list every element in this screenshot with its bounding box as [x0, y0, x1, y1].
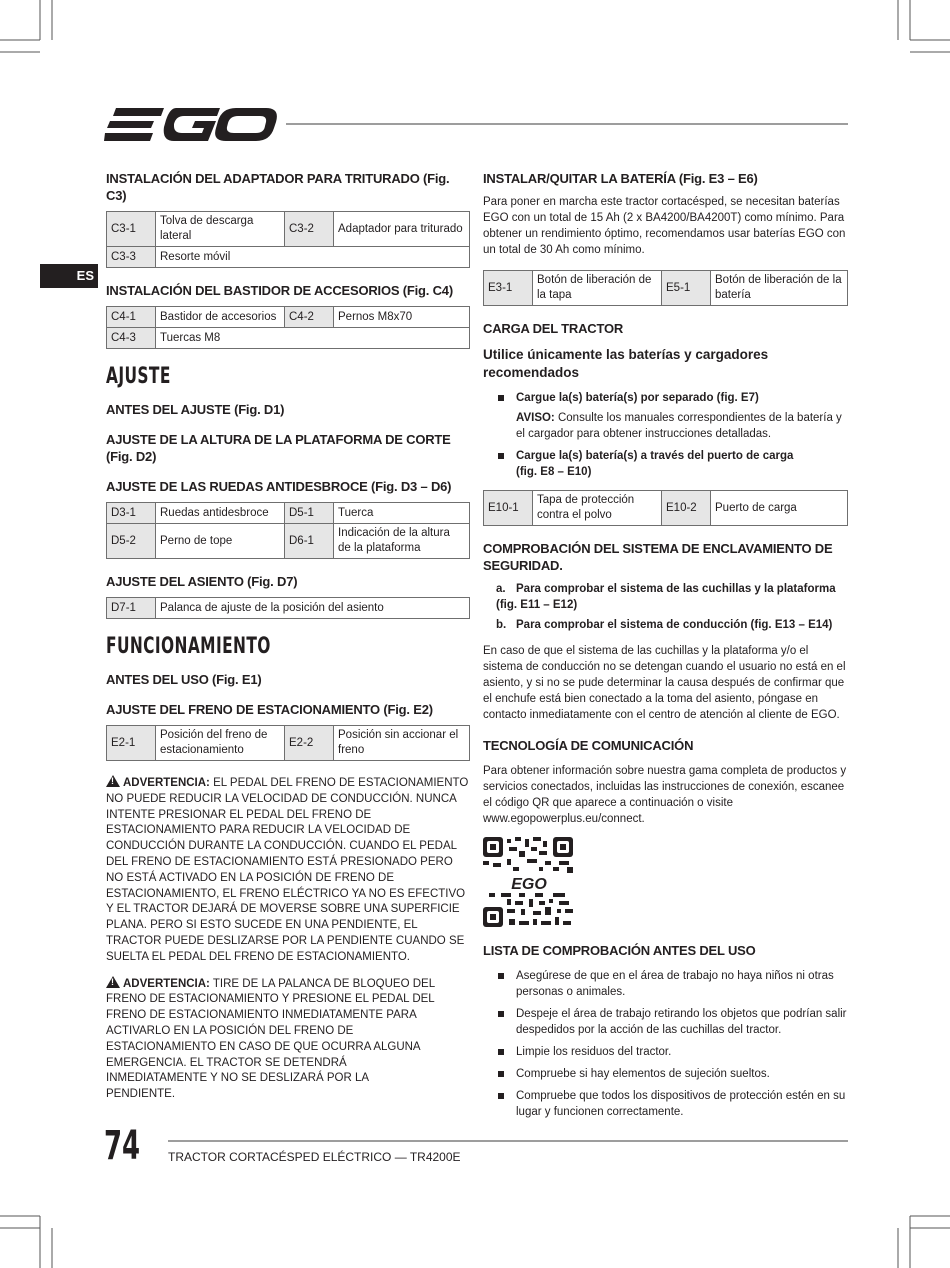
list-item	[483, 581, 848, 613]
part-code: E10-1	[484, 491, 533, 526]
carga-list	[483, 390, 848, 480]
parts-table-e10	[483, 490, 848, 526]
part-code: C3-1	[107, 212, 156, 247]
section-heading-tecnologia: TECNOLOGÍA DE COMUNICACIÓN	[483, 738, 694, 753]
right-column	[483, 170, 848, 1130]
part-desc: Tuerca	[334, 503, 470, 524]
list-item	[483, 390, 848, 442]
table-row	[484, 271, 848, 306]
part-code: E10-2	[662, 491, 711, 526]
warning-triangle-icon	[106, 976, 120, 988]
part-code: D5-2	[107, 524, 156, 559]
section-heading-c3: INSTALACIÓN DEL ADAPTADOR PARA TRITURADO (Fig. C3)	[106, 171, 450, 203]
parts-table-d3	[106, 502, 470, 559]
list-item: Asegúrese de que en el área de trabajo no haya niños ni otras personas o animales.	[483, 968, 848, 1000]
part-desc: Palanca de ajuste de la posición del asiento	[156, 598, 470, 619]
table-row	[107, 726, 470, 761]
table-row	[484, 491, 848, 526]
part-desc: Bastidor de accesorios	[156, 307, 285, 328]
section-heading-c4: INSTALACIÓN DEL BASTIDOR DE ACCESORIOS (Fig. C4)	[106, 283, 453, 298]
parts-table-e2	[106, 725, 470, 761]
list-item	[483, 448, 848, 480]
carga-subheading: Utilice únicamente las baterías y cargadores recomendados	[483, 347, 769, 380]
part-desc: Ruedas antidesbroce	[156, 503, 285, 524]
part-code: D6-1	[285, 524, 334, 559]
part-code: C3-3	[107, 247, 156, 268]
part-code: E5-1	[662, 271, 711, 306]
table-row	[107, 328, 470, 349]
parts-table-e3	[483, 270, 848, 306]
tecnologia-text: Para obtener información sobre nuestra gama completa de productos y servicios conectados, incluidas las instrucciones de conexión, escanee el código QR que aparece a continuación o visite www.egopowerplus.eu/connect.	[483, 765, 847, 825]
list-item-text: Cargue la(s) batería(s) a través del puerto de carga (fig. E8 – E10)	[516, 450, 794, 478]
part-desc: Indicación de la altura de la plataforma	[334, 524, 470, 559]
part-code: E3-1	[484, 271, 533, 306]
table-row	[107, 598, 470, 619]
aviso-text: Consulte los manuales correspondientes de la batería y el cargador para obtener instrucciones detalladas.	[516, 412, 842, 440]
table-row	[107, 524, 470, 559]
part-desc: Pernos M8x70	[334, 307, 470, 328]
part-desc: Adaptador para triturado	[334, 212, 470, 247]
warning-block-2	[106, 976, 470, 1103]
list-item: Limpie los residuos del tractor.	[483, 1044, 848, 1060]
section-heading-seguridad: COMPROBACIÓN DEL SISTEMA DE ENCLAVAMIENTO DE SEGURIDAD.	[483, 541, 833, 573]
section-heading-e1: ANTES DEL USO (Fig. E1)	[106, 672, 262, 687]
part-code: C4-1	[107, 307, 156, 328]
section-heading-d7: AJUSTE DEL ASIENTO (Fig. D7)	[106, 574, 298, 589]
parts-table-c4	[106, 306, 470, 349]
aviso-note	[516, 410, 848, 442]
ego-logo	[104, 102, 278, 146]
parts-table-d7	[106, 597, 470, 619]
table-row	[107, 212, 470, 247]
chapter-title-ajuste: AJUSTE	[106, 364, 171, 389]
part-code: C3-2	[285, 212, 334, 247]
section-heading-e3: INSTALAR/QUITAR LA BATERÍA (Fig. E3 – E6)	[483, 171, 758, 186]
list-item-text: Cargue la(s) batería(s) por separado (fig. E7)	[516, 392, 759, 404]
part-desc: Botón de liberación de la batería	[711, 271, 848, 306]
page-number: 74	[104, 1123, 141, 1169]
warning-text: TIRE DE LA PALANCA DE BLOQUEO DEL FRENO DE ESTACIONAMIENTO Y PRESIONE EL PEDAL DEL FRENO DE ESTACIONAMIENTO INMEDIATAMENTE PARA ACTIVARLO EN LA POSICIÓN DEL FRENO DE ESTACIONAMIENTO EN CASO DE QUE OCURRA ALGUNA EMERGENCIA. EL TRACTOR SE DETENDRÁ INMEDIATAMENTE Y NO SE DESLIZARÁ POR LA PENDIENTE.	[106, 977, 435, 1101]
list-item: Compruebe si hay elementos de sujeción sueltos.	[483, 1066, 848, 1082]
section-heading-d1: ANTES DEL AJUSTE (Fig. D1)	[106, 402, 285, 417]
warning-block-1	[106, 775, 470, 966]
battery-text: Para poner en marcha este tractor cortacésped, se necesitan baterías EGO con un total de 15 Ah (2 x BA4200/BA4200T) como mínimo. Para obtener un rendimiento óptimo, recomendamos usar baterías EGO con un total de 30 Ah como mínimo.	[483, 196, 846, 256]
part-desc: Botón de liberación de la tapa	[533, 271, 662, 306]
part-desc: Posición sin accionar el freno	[334, 726, 470, 761]
part-code: D7-1	[107, 598, 156, 619]
part-code: E2-2	[285, 726, 334, 761]
section-heading-lista: LISTA DE COMPROBACIÓN ANTES DEL USO	[483, 943, 756, 958]
part-desc: Posición del freno de estacionamiento	[156, 726, 285, 761]
qr-code	[483, 837, 573, 927]
list-item: Compruebe que todos los dispositivos de protección estén en su lugar y funcionen correctamente.	[483, 1088, 848, 1120]
section-heading-d3: AJUSTE DE LAS RUEDAS ANTIDESBROCE (Fig. D3 – D6)	[106, 479, 452, 494]
section-heading-e2: AJUSTE DEL FRENO DE ESTACIONAMIENTO (Fig. E2)	[106, 702, 433, 717]
part-code: D3-1	[107, 503, 156, 524]
language-tab: ES	[40, 264, 98, 288]
parts-table-c3	[106, 211, 470, 268]
checklist	[483, 968, 848, 1120]
part-code: D5-1	[285, 503, 334, 524]
list-item-text: Para comprobar el sistema de conducción (fig. E13 – E14)	[516, 619, 833, 631]
part-desc: Tapa de protección contra el polvo	[533, 491, 662, 526]
part-desc: Tolva de descarga lateral	[156, 212, 285, 247]
aviso-label: AVISO:	[516, 412, 555, 424]
footer-product-name: TRACTOR CORTACÉSPED ELÉCTRICO — TR4200E	[168, 1150, 461, 1164]
section-heading-carga: CARGA DEL TRACTOR	[483, 321, 624, 336]
table-row	[107, 247, 470, 268]
warning-label: ADVERTENCIA:	[123, 977, 210, 990]
warning-triangle-icon	[106, 775, 120, 787]
part-desc: Resorte móvil	[156, 247, 470, 268]
list-letter: a.	[496, 583, 506, 595]
part-desc: Puerto de carga	[711, 491, 848, 526]
part-code: C4-2	[285, 307, 334, 328]
seguridad-text: En caso de que el sistema de las cuchillas y la plataforma y/o el sistema de conducción no se detengan cuando el usuario no está en el asiento, y si no se pude determinar la causa después de confirmar que el enchufe está bien conectado a la toma del asiento, póngase en contacto inmediatamente con el centro de atención al cliente de EGO.	[483, 645, 846, 721]
part-code: C4-3	[107, 328, 156, 349]
table-row	[107, 307, 470, 328]
left-column	[106, 170, 470, 1113]
part-desc: Perno de tope	[156, 524, 285, 559]
chapter-title-funcionamiento: FUNCIONAMIENTO	[106, 634, 271, 659]
table-row	[107, 503, 470, 524]
list-item-text: Para comprobar el sistema de las cuchillas y la plataforma (fig. E11 – E12)	[496, 583, 836, 611]
section-heading-d2: AJUSTE DE LA ALTURA DE LA PLATAFORMA DE CORTE (Fig. D2)	[106, 432, 451, 464]
warning-text: EL PEDAL DEL FRENO DE ESTACIONAMIENTO NO PUEDE REDUCIR LA VELOCIDAD DE CONDUCCIÓN. NUNCA INTENTE PRESIONAR EL PEDAL DEL FRENO DE ESTACIONAMIENTO PARA REDUCIR LA VELOCIDAD DE CONDUCCIÓN DURANTE LA CONDUCCIÓN. CUANDO EL PEDAL DEL FRENO DE ESTACIONAMIENTO ESTÁ PRESIONADO PERO NO ESTÁ ACTIVADO EN LA POSICIÓN DE FRENO DE ESTACIONAMIENTO, EL FRENO ELÉCTRICO YA NO ES EFECTIVO Y EL TRACTOR DEJARÁ DE MOVERSE SOBRE UNA SUPERFICIE PLANA. PERO SI ESTO SUCEDE EN UNA PENDIENTE, EL TRACTOR PUEDE DESLIZARSE POR LA PENDIENTE CUANDO SE SUELTA EL PEDAL DEL FRENO DE ESTACIONAMIENTO.	[106, 777, 469, 963]
part-code: E2-1	[107, 726, 156, 761]
part-desc: Tuercas M8	[156, 328, 470, 349]
list-item	[483, 617, 848, 633]
qr-logo-text: EGO	[511, 876, 547, 893]
footer-rule	[168, 1140, 848, 1142]
warning-label: ADVERTENCIA:	[123, 777, 210, 789]
seguridad-list	[483, 581, 848, 633]
header-rule	[286, 123, 848, 125]
list-item: Despeje el área de trabajo retirando los objetos que podrían salir despedidos por la acción de las cuchillas del tractor.	[483, 1006, 848, 1038]
list-letter: b.	[496, 619, 507, 631]
